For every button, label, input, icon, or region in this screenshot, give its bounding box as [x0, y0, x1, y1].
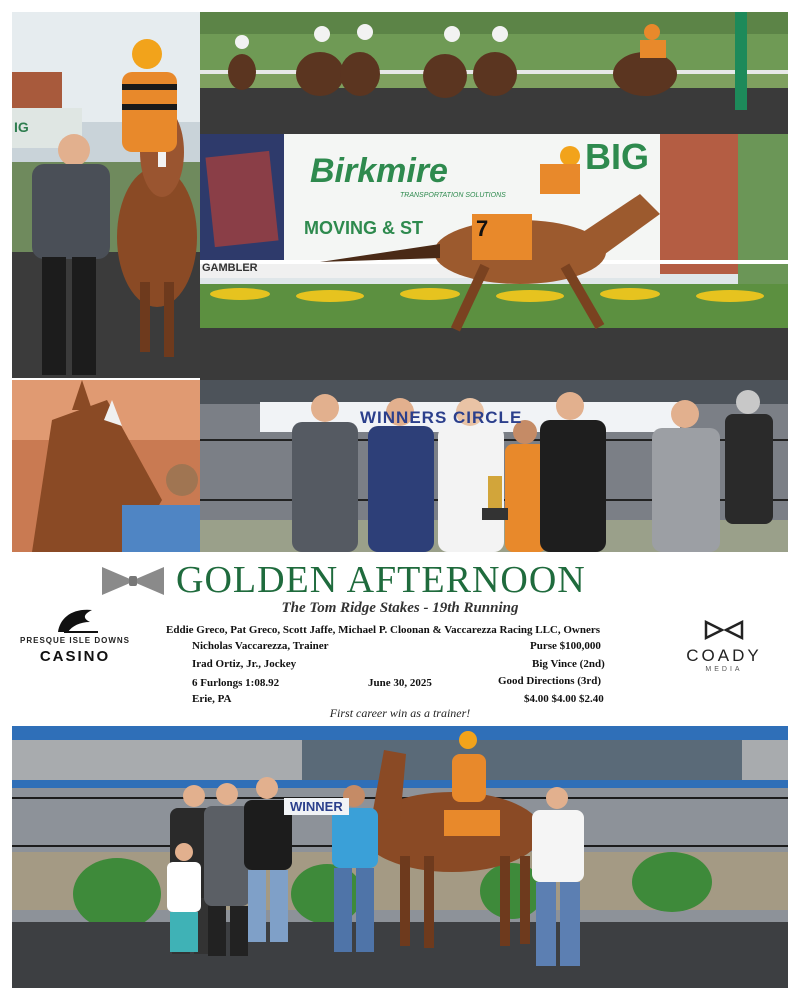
- photo-winners-circle-group: [12, 726, 788, 988]
- coady-media-logo: [668, 618, 780, 678]
- track-name-text: PRESQUE ISLE DOWNS: [20, 636, 131, 645]
- photo-horse-closeup: [12, 380, 200, 552]
- winner-banner-text: WINNER: [284, 798, 349, 815]
- winners-circle-sign-text: WINNERS CIRCLE: [360, 408, 523, 427]
- media-text: MEDIA: [705, 666, 743, 673]
- bowtie-outline-icon: [668, 618, 780, 642]
- owners-line: Eddie Greco, Pat Greco, Scott Jaffe, Michael P. Cloonan & Vaccarezza Racing LLC, Owners: [166, 624, 601, 636]
- photo-finish-stretch: [200, 134, 788, 380]
- sponsor-big-text: BIG: [585, 136, 650, 177]
- second-place-line: Big Vince (2nd): [532, 658, 605, 670]
- jockey-line: Irad Ortiz, Jr., Jockey: [192, 658, 297, 670]
- trainer-note: First career win as a trainer!: [329, 706, 471, 720]
- horse-name-title: GOLDEN AFTERNOON: [176, 559, 586, 601]
- distance-time-line: 6 Furlongs 1:08.92: [192, 677, 280, 689]
- photo-race-field: [200, 12, 788, 134]
- saddle-number: 7: [476, 216, 489, 241]
- presque-isle-downs-logo: [20, 604, 130, 668]
- coady-text: COADY: [686, 646, 762, 665]
- payouts-line: $4.00 $4.00 $2.40: [524, 693, 604, 705]
- gambler-sign-text: GAMBLER: [202, 262, 258, 274]
- photo-trainer-with-horse: [12, 12, 200, 378]
- bowtie-icon: [100, 565, 166, 597]
- third-place-line: Good Directions (3rd): [498, 675, 602, 687]
- photo-winners-circle-trophy: [200, 380, 788, 552]
- trainer-line: Nicholas Vaccarezza, Trainer: [192, 640, 329, 652]
- stakes-subtitle: The Tom Ridge Stakes - 19th Running: [281, 600, 519, 616]
- location-line: Erie, PA: [192, 693, 232, 705]
- sponsor-sub-text: TRANSPORTATION SOLUTIONS: [400, 192, 506, 199]
- sponsor-birkmire-text: Birkmire: [310, 152, 448, 190]
- horse-head-icon: [20, 604, 130, 636]
- casino-text: CASINO: [39, 648, 111, 665]
- purse-line: Purse $100,000: [530, 640, 601, 652]
- svg-text:IG: IG: [14, 119, 29, 135]
- race-date: June 30, 2025: [368, 677, 432, 689]
- sponsor-moving-text: MOVING & ST: [304, 218, 424, 238]
